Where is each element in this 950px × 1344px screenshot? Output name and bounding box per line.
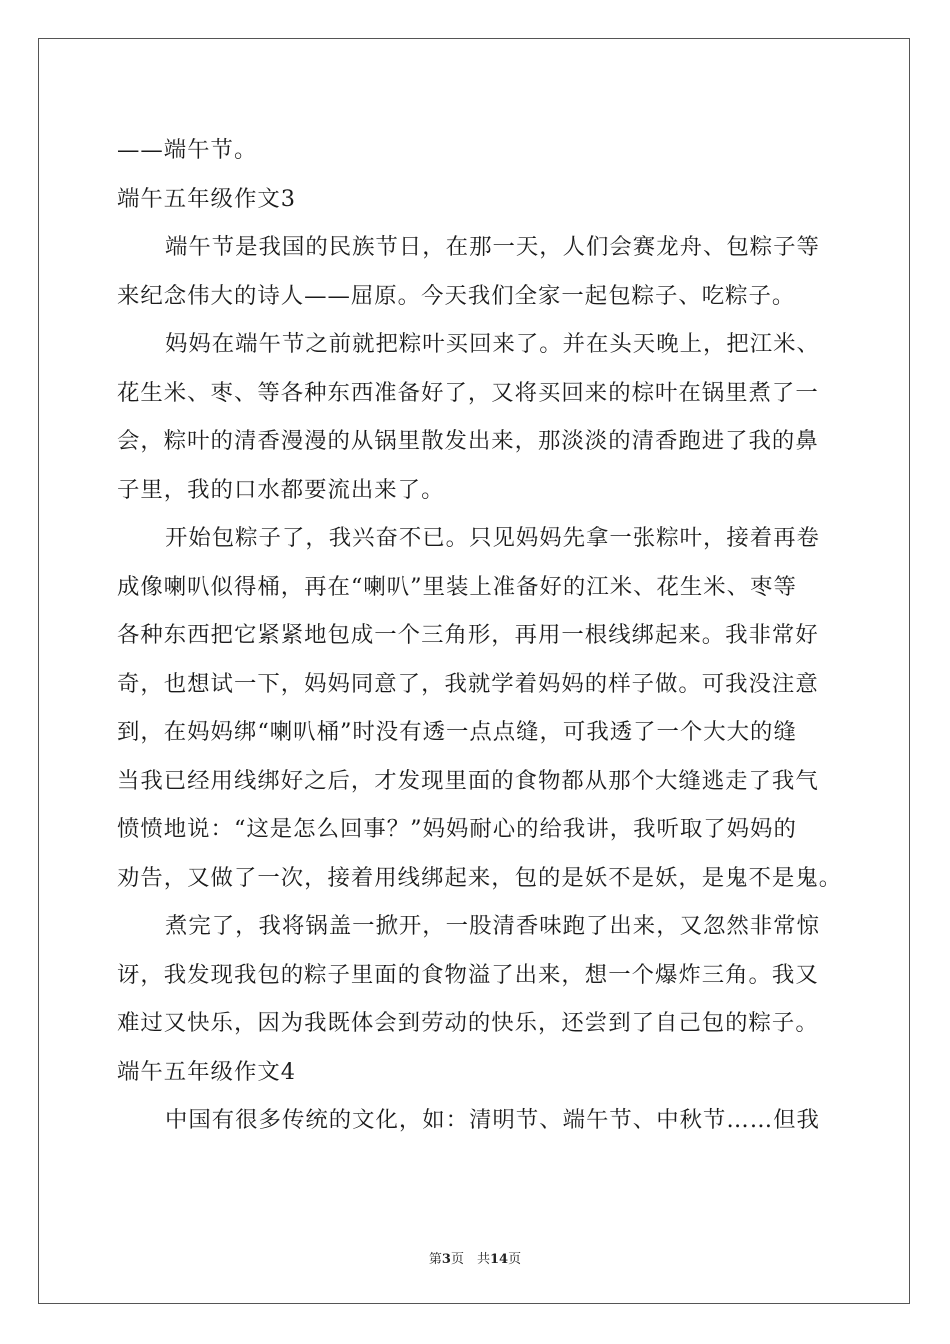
footer-page-suffix: 页: [508, 1252, 522, 1267]
paragraph-start: 妈妈在端午节之前就把粽叶买回来了。并在头天晚上，把江米、: [165, 331, 820, 357]
section-heading: 端午五年级作文4: [117, 1058, 296, 1085]
document-body: [117, 126, 842, 1145]
text-line: 难过又快乐，因为我既体会到劳动的快乐，还尝到了自己包的粽子。: [117, 1010, 819, 1036]
paragraph-start: 煮完了，我将锅盖一掀开，一股清香味跑了出来，又忽然非常惊: [165, 913, 820, 939]
page-footer: [0, 1248, 950, 1267]
text-line: 奇，也想试一下，妈妈同意了，我就学着妈妈的样子做。可我没注意: [117, 670, 819, 697]
footer-page-prefix: 第: [428, 1252, 442, 1267]
text-line: 当我已经用线绑好之后，才发现里面的食物都从那个大缝逃走了我气: [117, 767, 819, 794]
text-line: 各种东西把它紧紧地包成一个三角形，再用一根线绑起来。我非常好: [117, 622, 819, 648]
footer-current-page: 3: [441, 1252, 451, 1267]
footer-total-pages: 14: [489, 1252, 509, 1267]
footer-page-mid: 页 共: [450, 1252, 490, 1267]
paragraph-start: 开始包粽子了，我兴奋不已。只见妈妈先拿一张粽叶，接着再卷: [165, 525, 820, 551]
text-line: 成像喇叭似得桶，再在“喇叭”里装上准备好的江米、花生米、枣等: [117, 573, 797, 600]
text-line: 劝告，又做了一次，接着用线绑起来，包的是妖不是妖，是鬼不是鬼。: [117, 864, 843, 891]
text-line: 花生米、枣、等各种东西准备好了，又将买回来的棕叶在锅里煮了一: [117, 379, 819, 406]
text-line: 会，粽叶的清香漫漫的从锅里散发出来，那淡淡的清香跑进了我的鼻: [117, 428, 819, 454]
text-line: 到，在妈妈绑“喇叭桶”时没有透一点点缝，可我透了一个大大的缝: [117, 719, 797, 745]
section-heading: 端午五年级作文3: [117, 185, 296, 212]
text-line: 愤愤地说：“这是怎么回事？”妈妈耐心的给我讲，我听取了妈妈的: [117, 816, 797, 842]
text-line: 来纪念伟大的诗人——屈原。今天我们全家一起包粽子、吃粽子。: [117, 282, 796, 309]
text-line: ——端午节。: [117, 137, 258, 163]
paragraph-start: 端午节是我国的民族节日，在那一天，人们会赛龙舟、包粽子等: [165, 234, 820, 260]
text-line: 讶，我发现我包的粽子里面的食物溢了出来，想一个爆炸三角。我又: [117, 961, 819, 988]
paragraph-start: 中国有很多传统的文化，如：清明节、端午节、中秋节……但我: [165, 1107, 820, 1133]
text-line: 子里，我的口水都要流出来了。: [117, 476, 445, 503]
